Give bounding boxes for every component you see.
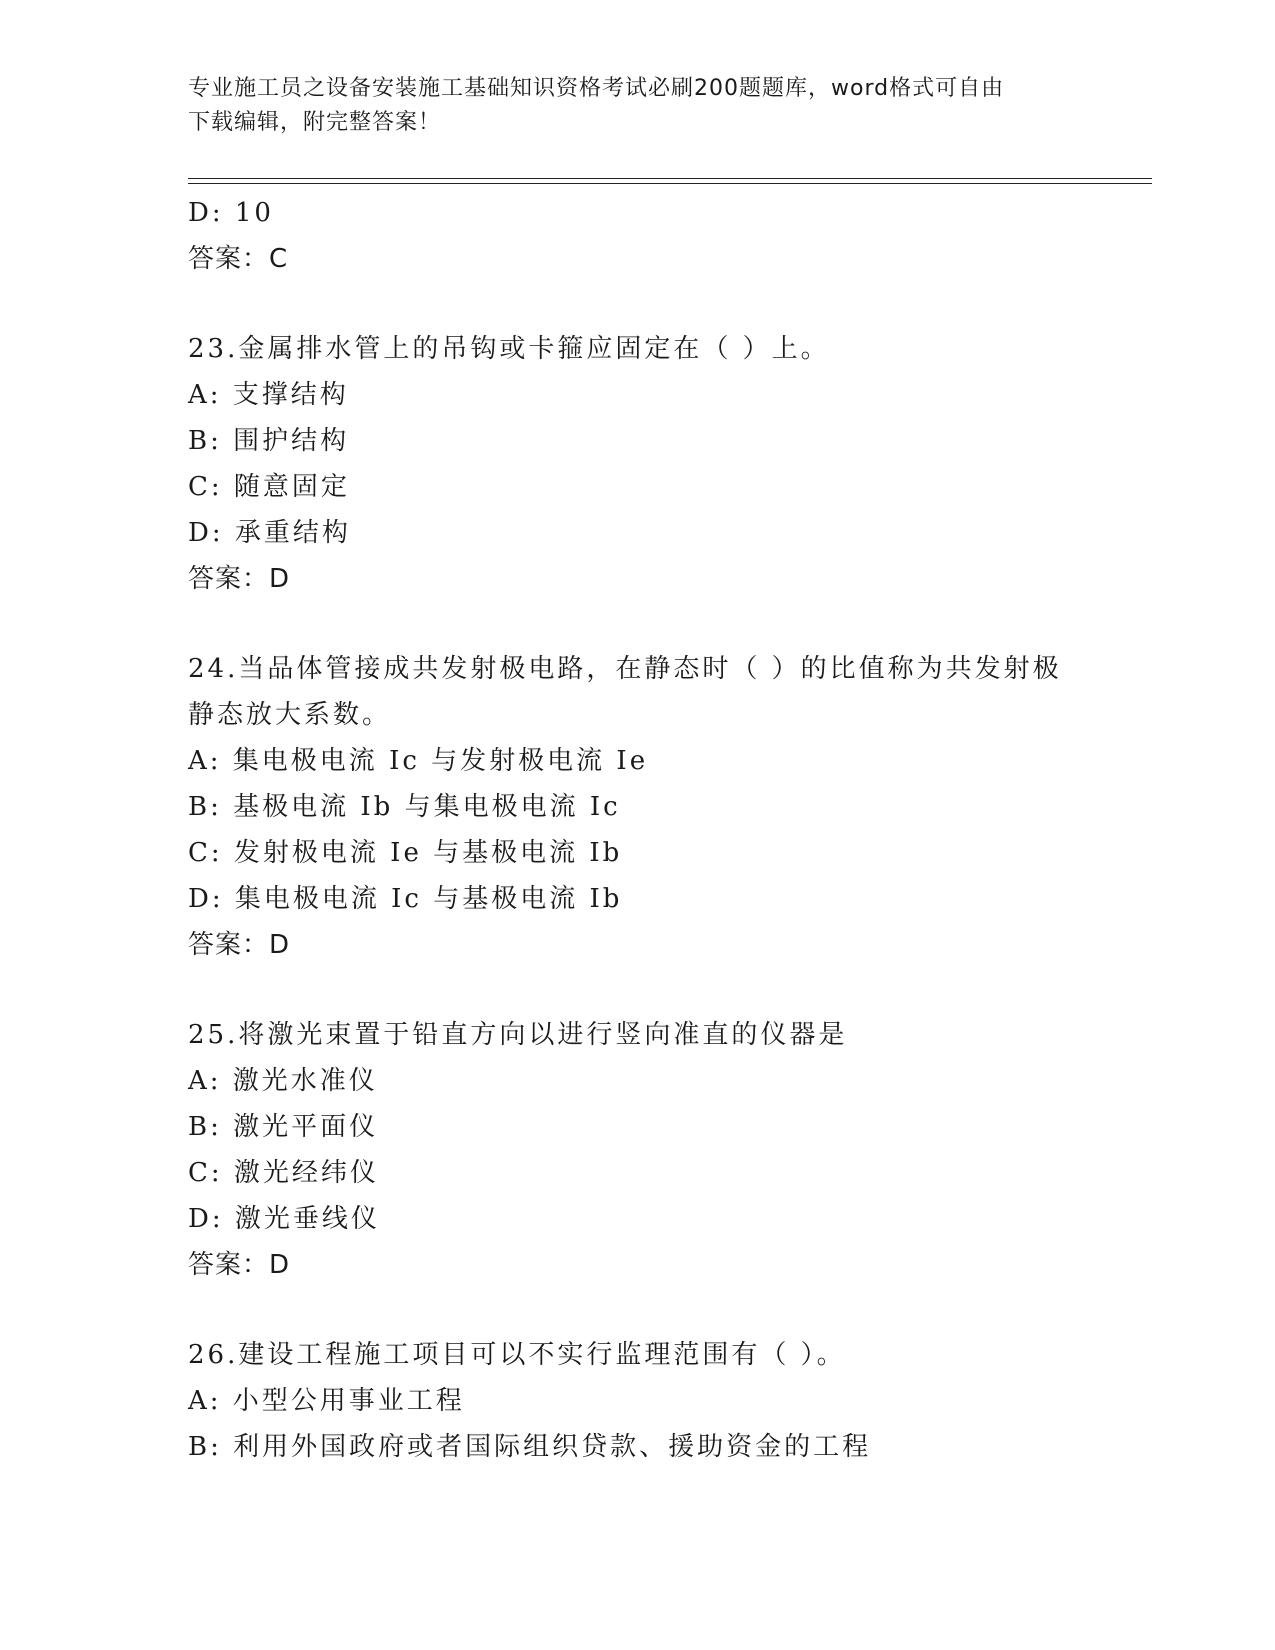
answer: 答案：C xyxy=(188,244,289,274)
answer: 答案：D xyxy=(188,1250,291,1280)
option-d: D: 10 xyxy=(188,198,274,228)
option-a: A: 激光水准仪 xyxy=(188,1066,378,1096)
document-header xyxy=(188,72,1088,140)
question-stem: 25.将激光束置于铅直方向以进行竖向准直的仪器是 xyxy=(188,1020,848,1050)
option-d: D: 激光垂线仪 xyxy=(188,1204,380,1234)
option-c: C: 发射极电流 Ie 与基极电流 Ib xyxy=(188,838,623,868)
option-c: C: 随意固定 xyxy=(188,472,350,502)
question-stem: 24.当品体管接成共发射极电路，在静态时（ ）的比值称为共发射极静态放大系数。 xyxy=(188,654,1062,730)
header-divider-top xyxy=(188,178,1152,179)
question-22-tail xyxy=(188,190,1148,282)
option-d: D: 集电极电流 Ic 与基极电流 Ib xyxy=(188,884,623,914)
question-content xyxy=(188,190,1148,1470)
question-stem: 23.金属排水管上的吊钩或卡箍应固定在（ ）上。 xyxy=(188,334,830,364)
header-divider-bottom xyxy=(188,183,1152,184)
option-b: B: 激光平面仪 xyxy=(188,1112,379,1142)
option-b: B: 围护结构 xyxy=(188,426,350,456)
option-c: C: 激光经纬仪 xyxy=(188,1158,379,1188)
answer: 答案：D xyxy=(188,564,291,594)
question-23 xyxy=(188,326,1148,602)
header-line-2: 下载编辑，附完整答案！ xyxy=(188,110,442,135)
option-a: A: 小型公用事业工程 xyxy=(188,1386,465,1416)
question-stem: 26.建设工程施工项目可以不实行监理范围有（ ）。 xyxy=(188,1340,846,1370)
header-line-1: 专业施工员之设备安装施工基础知识资格考试必刷200题题库，word格式可自由 xyxy=(188,76,1005,101)
question-25 xyxy=(188,1012,1148,1288)
answer: 答案：D xyxy=(188,930,291,960)
option-a: A: 集电极电流 Ic 与发射极电流 Ie xyxy=(188,746,649,776)
option-a: A: 支撑结构 xyxy=(188,380,349,410)
option-b: B: 利用外国政府或者国际组织贷款、援助资金的工程 xyxy=(188,1432,872,1462)
question-24 xyxy=(188,646,1148,968)
option-d: D: 承重结构 xyxy=(188,518,351,548)
option-b: B: 基极电流 Ib 与集电极电流 Ic xyxy=(188,792,621,822)
question-26 xyxy=(188,1332,1148,1470)
